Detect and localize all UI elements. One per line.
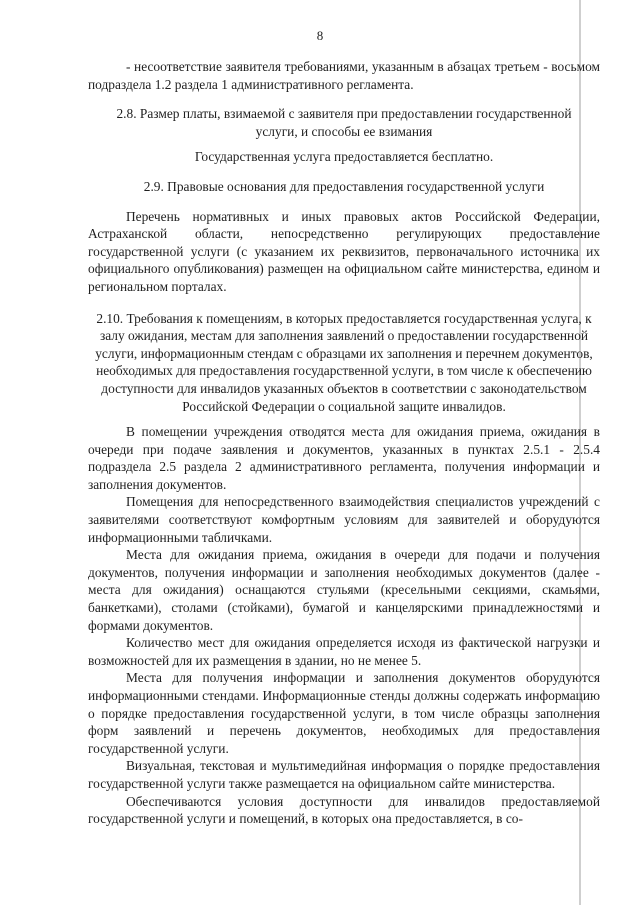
paragraph-waiting-places: В помещении учреждения отводятся места для ожидания приема, ожидания в очереди при подаче заявления и документов, указанных в пунктах 2.5.1 - 2.5.4 подраздела 2.5 раздела 2 административного регламента, получения информации и заполнения документов.: [88, 424, 600, 492]
paragraph-waiting-equipment: Места для ожидания приема, ожидания в очереди для подачи и получения документов, получения информации и заполнения необходимых документов (далее - места для ожидания) оснащаются стульями (кресельными секциями, скамьями, банкетками), столами (стойками), бумагой и канцелярскими принадлежностями и формами документов.: [88, 547, 600, 633]
page-number: 8: [316, 28, 324, 43]
free-service-statement: Государственная услуга предоставляется бесплатно.: [194, 149, 494, 165]
section-heading-2-10: 2.10. Требования к помещениям, в которых предоставляется государственная услуга, к залу ожидания, местам для заполнения заявлений о предоставлении государственной услуги, информационным стендам с образцами их заполнения и перечнем документов, необходимых для предоставления государственной услуги, в том числе к обеспечению доступности для инвалидов указанных объектов в соответствии с законодательством Российской Федерации о социальной защите инвалидов.: [95, 310, 593, 414]
section-heading-2-9: 2.9. Правовые основания для предоставления государственной услуги: [143, 178, 545, 194]
paragraph-accessibility: Обеспечиваются условия доступности для инвалидов предоставляемой государственной услуги и помещений, в которых она предоставляется, в со-: [88, 793, 600, 827]
paragraph-visual-info: Визуальная, текстовая и мультимедийная информация о порядке предоставления государственной услуги также размещается на официальном сайте министерства.: [88, 758, 600, 791]
document-body: [88, 58, 600, 828]
paragraph-info-stands: Места для получения информации и заполнения документов оборудуются информационными стендами. Информационные стенды должны содержать информацию о порядке предоставления государственной услуги, в том числе образцы заполнения форм заявлений и перечень документов, необходимых для предоставления государственной услуги.: [88, 670, 600, 756]
paragraph-legal-acts: Перечень нормативных и иных правовых актов Российской Федерации, Астраханской области, непосредственно регулирующих предоставление государственной услуги (с указанием их реквизитов, первоначального источника их официального опубликования) размещен на официальном сайте министерства, едином и региональном порталах.: [88, 208, 600, 294]
paragraph-seat-count: Количество мест для ожидания определяется исходя из фактической нагрузки и возможностей для их размещения в здании, но не менее 5.: [88, 635, 600, 668]
section-heading-2-8: 2.8. Размер платы, взимаемой с заявителя при предоставлении государственной услуги, и способы ее взимания: [116, 106, 572, 139]
paragraph-nonconformity: - несоответствие заявителя требованиями, указанным в абзацах третьем - восьмом подраздела 1.2 раздела 1 административного регламента.: [88, 59, 600, 92]
paragraph-interaction-rooms: Помещения для непосредственного взаимодействия специалистов учреждений с заявителями соответствуют комфортным условиям для заявителей и оборудуются информационными табличками.: [88, 494, 600, 545]
